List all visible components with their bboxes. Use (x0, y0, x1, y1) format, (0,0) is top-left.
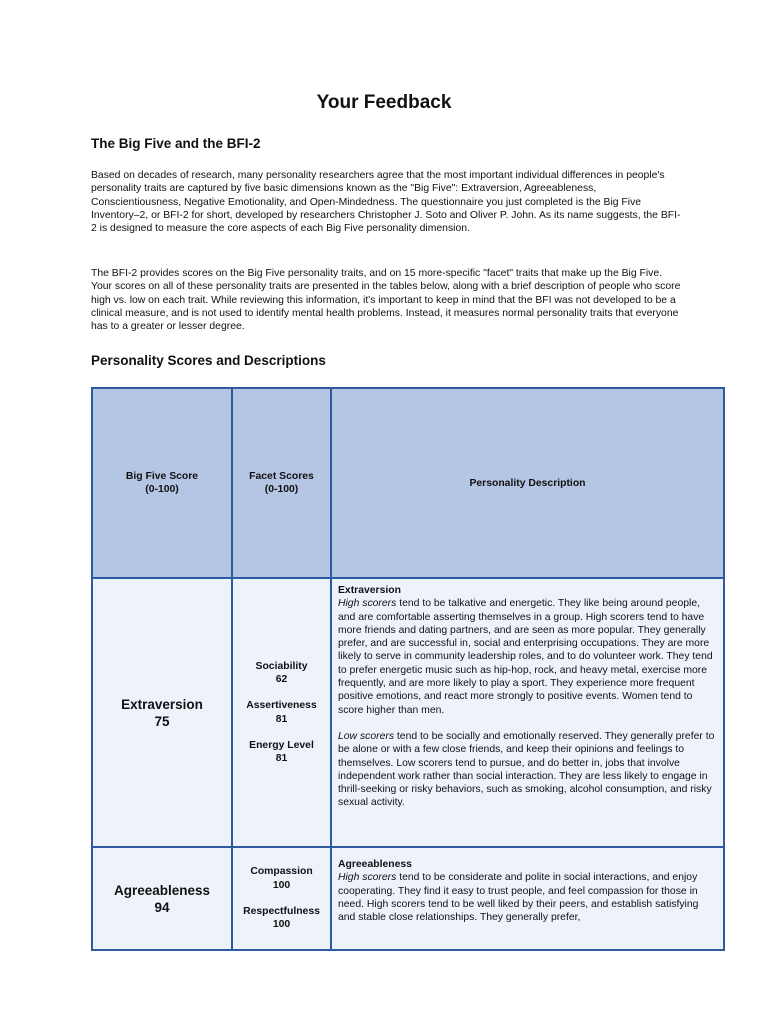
facet-item (233, 699, 330, 726)
facet-score: 81 (275, 753, 288, 765)
description-cell (331, 578, 724, 847)
trait-name: Extraversion (121, 696, 203, 712)
facet-item (233, 905, 330, 932)
header-big-five-score: Big Five Score (0-100) (92, 388, 232, 578)
facet-name: Assertiveness (246, 700, 317, 712)
facet-score: 100 (272, 879, 291, 891)
facet-item (233, 660, 330, 687)
facet-item (233, 865, 330, 892)
intro-paragraph-1: Based on decades of research, many personality researchers agree that the most important individual differences in people's personality traits are captured by five basic dimensions known as the "Big Five": Extraversion, Agreeableness, Conscientiousness, Negative Emotionality, and Open-Mindedness. The questionnaire you just completed is the Big Five Inventory–2, or BFI-2 for short, developed by researchers Christopher J. Soto and Oliver P. John. As its name suggests, the BFI-2 is designed to measure the core aspects of each Big Five personality dimension. (91, 170, 681, 235)
facet-name: Respectfulness (243, 906, 320, 917)
high-scorers-paragraph (338, 597, 717, 717)
intro-heading: The Big Five and the BFI-2 (91, 136, 261, 151)
facet-cell (232, 847, 331, 950)
facet-score: 100 (272, 919, 291, 931)
table-row (92, 847, 724, 950)
scores-heading: Personality Scores and Descriptions (91, 353, 326, 368)
high-scorers-label: High scorers (338, 598, 397, 610)
trait-score: 75 (154, 713, 170, 729)
low-scorers-paragraph (338, 730, 717, 810)
facet-name: Energy Level (249, 739, 314, 751)
scores-table (91, 387, 725, 951)
description-title: Extraversion (338, 585, 401, 596)
trait-score: 94 (154, 899, 170, 915)
trait-cell (92, 578, 232, 847)
high-scorers-paragraph (338, 871, 717, 924)
low-scorers-text: tend to be socially and emotionally reserved. They generally prefer to be alone or with a few close friends, and keep their opinions and feelings to themselves. Low scorers tend to pursue, and do better in, jobs that involve independent work rather than social interaction. They are less likely to engage in thrill-seeking or risky behaviors, such as smoking, alcohol consumption, and risky sexual activity. (338, 730, 715, 809)
table-header-row (92, 388, 724, 578)
facet-item (233, 739, 330, 766)
description-cell (331, 847, 724, 950)
facet-score: 62 (275, 673, 288, 685)
trait-name: Agreeableness (113, 882, 211, 898)
facet-score: 81 (275, 713, 288, 725)
description-title: Agreeableness (338, 859, 412, 870)
page-title: Your Feedback (316, 92, 452, 113)
table-row (92, 578, 724, 847)
facet-cell (232, 578, 331, 847)
facet-name: Sociability (255, 660, 308, 672)
high-scorers-text: tend to be considerate and polite in social interactions, and enjoy cooperating. They find it easy to trust people, and feel compassion for those in need. High scorers tend to be well liked by their peers, and establish satisfying and stable close relationships. They generally prefer, (338, 872, 699, 924)
high-scorers-text: tend to be talkative and energetic. They like being around people, and are comfortable asserting themselves in a group. High scorers tend to have more friends and dating partners, and are seen as more popular. They generally prefer, and are successful in, social and enterprising occupations. They are more likely to serve in community leadership roles, and to do volunteer work. They tend to prefer energetic music such as hip-hop, rock, and heavy metal, exercise more frequently, and are more likely to play a sport. They experience more frequent positive emotions, and react more strongly to positive events. Women tend to score higher than men. (338, 598, 713, 716)
header-facet-scores: Facet Scores (0-100) (232, 388, 331, 578)
intro-paragraph-2: The BFI-2 provides scores on the Big Five personality traits, and on 15 more-specific "facet" traits that make up the Big Five. Your scores on all of these personality traits are presented in the tables below, along with a brief description of people who score high vs. low on each trait. While reviewing this information, it's important to keep in mind that the BFI was not developed to be a clinical measure, and is not used to identify mental health problems. Instead, it measures normal personality traits that everyone has to a greater or lesser degree. (91, 268, 681, 333)
trait-cell (92, 847, 232, 950)
facet-name: Compassion (250, 866, 313, 878)
high-scorers-label: High scorers (338, 872, 397, 884)
header-personality-description: Personality Description (331, 388, 724, 578)
low-scorers-label: Low scorers (338, 730, 395, 742)
